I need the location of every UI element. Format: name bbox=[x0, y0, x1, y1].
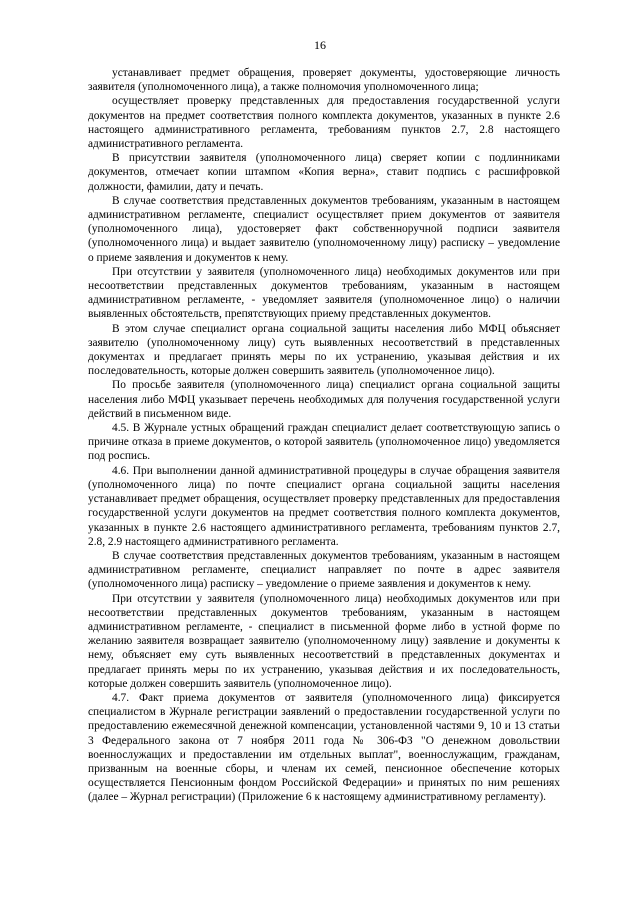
paragraph: устанавливает предмет обращения, проверяет документы, удостоверяющие личность заявителя (уполномоченного лица), а также полномочия уполномоченного лица; bbox=[88, 67, 560, 94]
document-body bbox=[88, 66, 560, 805]
paragraph: 4.6. При выполнении данной административной процедуры в случае обращения заявителя (уполномоченного лица) по почте специалист органа социальной защиты населения устанавливает предмет обращения, осуществляет проверку представленных для предоставления государственной услуги документов на предмет соответствия полного комплекта документов, указанных в пункте 2.6 настоящего административного регламента, требованиям пунктов 2.7, 2.8, 2.9 настоящего административного регламента. bbox=[88, 464, 560, 548]
paragraph: 4.5. В Журнале устных обращений граждан специалист делает соответствующую запись о причине отказа в приеме документов, о которой заявитель (уполномоченное лицо) уведомляется под роспись. bbox=[88, 422, 560, 463]
paragraph: При отсутствии у заявителя (уполномоченного лица) необходимых документов или при несоответствии представленных документов требованиям, указанным в настоящем административном регламенте, - специалист в письменной форме либо в устной форме по желанию заявителя возвращает заявителю (уполномоченному лицу) заявление и документы к нему, объясняет ему суть выявленных несоответствий в представленных документах и предлагает принять меры по их устранению, указывая действия и их последовательность, которые должен совершить заявитель (уполномоченное лицо). bbox=[88, 592, 560, 690]
paragraph: 4.7. Факт приема документов от заявителя (уполномоченного лица) фиксируется специалистом в Журнале регистрации заявлений о предоставлении государственной услуги по предоставлению ежемесячной денежной компенсации, установленной частями 9, 10 и 13 статьи 3 Федерального закона от 7 ноября 2011 года № 306-ФЗ "О денежном довольствии военнослужащих и предоставлении им отдельных выплат", военнослужащим, гражданам, призванным на военные сборы, и членам их семей, пенсионное обеспечение которых осуществляется Пенсионным фондом Российской Федерации» и принятых по ним решениях (далее – Журнал регистрации) (Приложение 6 к настоящему административному регламенту). bbox=[88, 691, 560, 804]
paragraph: В случае соответствия представленных документов требованиям, указанным в настоящем административном регламенте, специалист направляет по почте в адрес заявителя (уполномоченного лица) расписку – уведомление о приеме заявления и документов к нему. bbox=[88, 549, 560, 591]
paragraph: осуществляет проверку представленных для предоставления государственной услуги документов на предмет соответствия полного комплекта документов, указанных в пункте 2.6 настоящего административного регламента, требованиям пунктов 2.7, 2.8 настоящего административного регламента. bbox=[88, 95, 560, 151]
page-number: 16 bbox=[314, 38, 326, 52]
paragraph: В случае соответствия представленных документов требованиям, указанным в настоящем административном регламенте, специалист осуществляет прием документов от заявителя (уполномоченного лица), удостоверяет факт собственноручной подписи заявителя (уполномоченного лица) и выдает заявителю (уполномоченному лицу) расписку – уведомление о приеме заявления и документов к нему. bbox=[88, 194, 560, 264]
paragraph: В этом случае специалист органа социальной защиты населения либо МФЦ объясняет заявителю (уполномоченному лицу) суть выявленных несоответствий в представленных документах и предлагает принять меры по их устранению, указывая действия и их последовательность, которые должен совершить заявитель (уполномоченное лицо). bbox=[88, 322, 560, 378]
paragraph: В присутствии заявителя (уполномоченного лица) сверяет копии с подлинниками документов, отмечает копии штампом «Копия верна», ставит подпись с расшифровкой должности, фамилии, дату и печать. bbox=[88, 152, 560, 193]
paragraph: По просьбе заявителя (уполномоченного лица) специалист органа социальной защиты населения либо МФЦ указывает перечень необходимых для получения государственной услуги действий в письменном виде. bbox=[88, 379, 560, 420]
paragraph: При отсутствии у заявителя (уполномоченного лица) необходимых документов или при несоответствии представленных документов требованиям, указанным в настоящем административном регламенте, - уведомляет заявителя (уполномоченное лицо) о наличии выявленных обстоятельств, препятствующих приему представленных документов. bbox=[88, 265, 560, 321]
